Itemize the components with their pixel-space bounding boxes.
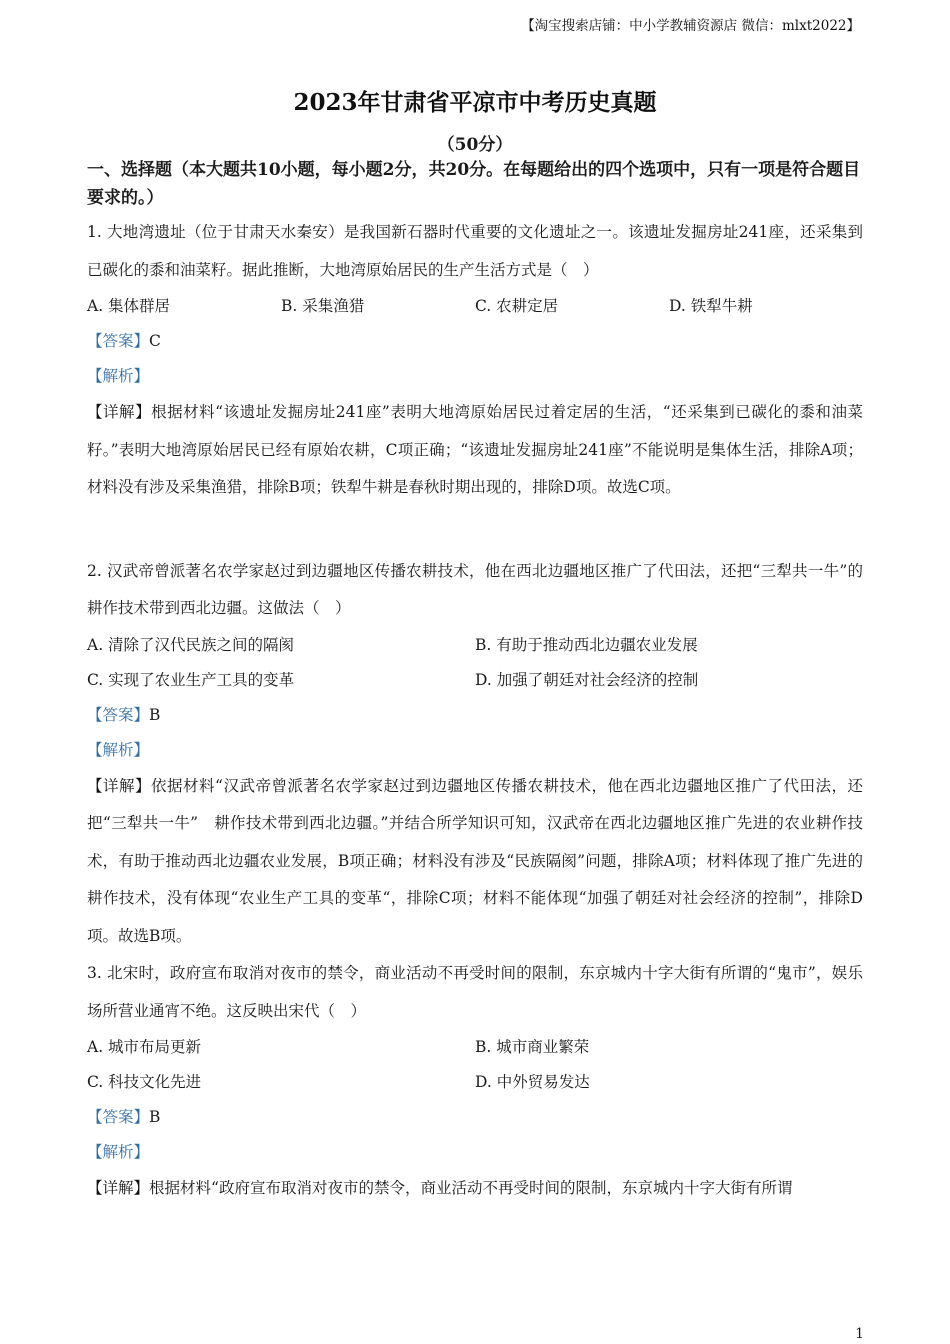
question-1 <box>87 214 863 507</box>
option-a: A. 城市布局更新 <box>87 1038 202 1056</box>
detail-text: 根据材料“政府宣布取消对夜市的禁令，商业活动不再受时间的限制，东京城内十字大街有所谓 <box>149 1179 793 1197</box>
answer-label: 【答案】 <box>87 1108 150 1126</box>
options-list <box>87 1030 863 1100</box>
page-subtitle: （50分） <box>437 135 513 155</box>
answer-line <box>87 698 863 733</box>
detail-paragraph <box>87 1170 863 1208</box>
section-heading: 一、选择题（本大题共10小题，每小题2分，共20分。在每题给出的四个选项中，只有一项是符合题目要求的。） <box>87 160 861 208</box>
answer-label: 【答案】 <box>87 332 150 350</box>
detail-paragraph <box>87 394 863 507</box>
analysis-label: 【解析】 <box>87 740 150 759</box>
option-b: B. 城市商业繁荣 <box>475 1038 590 1056</box>
detail-paragraph <box>87 768 863 956</box>
header-note: 【淘宝搜索店铺：中小学教辅资源店 微信：mlxt2022】 <box>521 18 860 34</box>
analysis-label: 【解析】 <box>87 367 150 385</box>
option-c: C. 科技文化先进 <box>87 1073 202 1091</box>
detail-text: 依据材料“汉武帝曾派著名农学家赵过到边疆地区传播农耕技术，他在西北边疆地区推广了代田法，还把“三犁共一牛” 耕作技术带到西北边疆。”并结合所学知识可知，汉武帝在西北边疆地区推广先进的农业耕作技术，有助于推动西北边疆农业发展，B项正确；材料没有涉及“民族隔阂”问题，排除A项；材料体现了推广先进的耕作技术，没有体现“农业生产工具的变革“，排除C项；材料不能体现“加强了朝廷对社会经济的控制”，排除D项。故选B项。 <box>87 776 863 945</box>
answer-value: B <box>149 1108 161 1126</box>
option-c: C. 实现了农业生产工具的变革 <box>87 670 295 689</box>
option-d: D. 中外贸易发达 <box>475 1073 590 1091</box>
page-number: 1 <box>855 1326 864 1342</box>
detail-label: 【详解】 <box>87 1179 150 1197</box>
analysis-line <box>87 1135 863 1170</box>
options-list <box>87 289 863 324</box>
answer-label: 【答案】 <box>87 705 150 724</box>
analysis-line <box>87 359 863 394</box>
question-2 <box>87 553 863 956</box>
option-c: C. 农耕定居 <box>475 297 559 315</box>
question-stem: 2. 汉武帝曾派著名农学家赵过到边疆地区传播农耕技术，他在西北边疆地区推广了代田法，还把“三犁共一牛”的耕作技术带到西北边疆。这做法（ ） <box>87 561 863 617</box>
option-d: D. 铁犁牛耕 <box>669 297 753 315</box>
option-d: D. 加强了朝廷对社会经济的控制 <box>475 670 699 689</box>
detail-label: 【详解】 <box>87 403 152 421</box>
question-3 <box>87 955 863 1208</box>
spacer <box>87 507 863 553</box>
analysis-line <box>87 733 863 768</box>
option-b: B. 采集渔猎 <box>281 297 365 315</box>
options-list <box>87 628 863 698</box>
page-title: 2023年甘肃省平凉市中考历史真题 <box>293 89 657 116</box>
analysis-label: 【解析】 <box>87 1143 150 1161</box>
option-b: B. 有助于推动西北边疆农业发展 <box>475 635 698 654</box>
answer-value: C <box>149 332 161 350</box>
answer-value: B <box>149 705 161 724</box>
option-a: A. 集体群居 <box>87 297 171 315</box>
question-stem: 1. 大地湾遗址（位于甘肃天水秦安）是我国新石器时代重要的文化遗址之一。该遗址发掘房址241座，还采集到已碳化的黍和油菜籽。据此推断，大地湾原始居民的生产生活方式是（ ） <box>87 223 863 279</box>
question-stem: 3. 北宋时，政府宣布取消对夜市的禁令，商业活动不再受时间的限制，东京城内十字大街有所谓的“鬼市”，娱乐场所营业通宵不绝。这反映出宋代（ ） <box>87 964 863 1020</box>
detail-label: 【详解】 <box>87 776 152 795</box>
option-a: A. 清除了汉代民族之间的隔阂 <box>87 635 295 654</box>
detail-text: 根据材料“该遗址发掘房址241座”表明大地湾原始居民过着定居的生活，“还采集到已碳化的黍和油菜籽。”表明大地湾原始居民已经有原始农耕，C项正确；“该遗址发掘房址241座”不能说明是集体生活，排除A项；材料没有涉及采集渔猎，排除B项；铁犁牛耕是春秋时期出现的，排除D项。故选C项。 <box>87 403 863 496</box>
document-body <box>87 156 863 1208</box>
answer-line <box>87 324 863 359</box>
answer-line <box>87 1100 863 1135</box>
